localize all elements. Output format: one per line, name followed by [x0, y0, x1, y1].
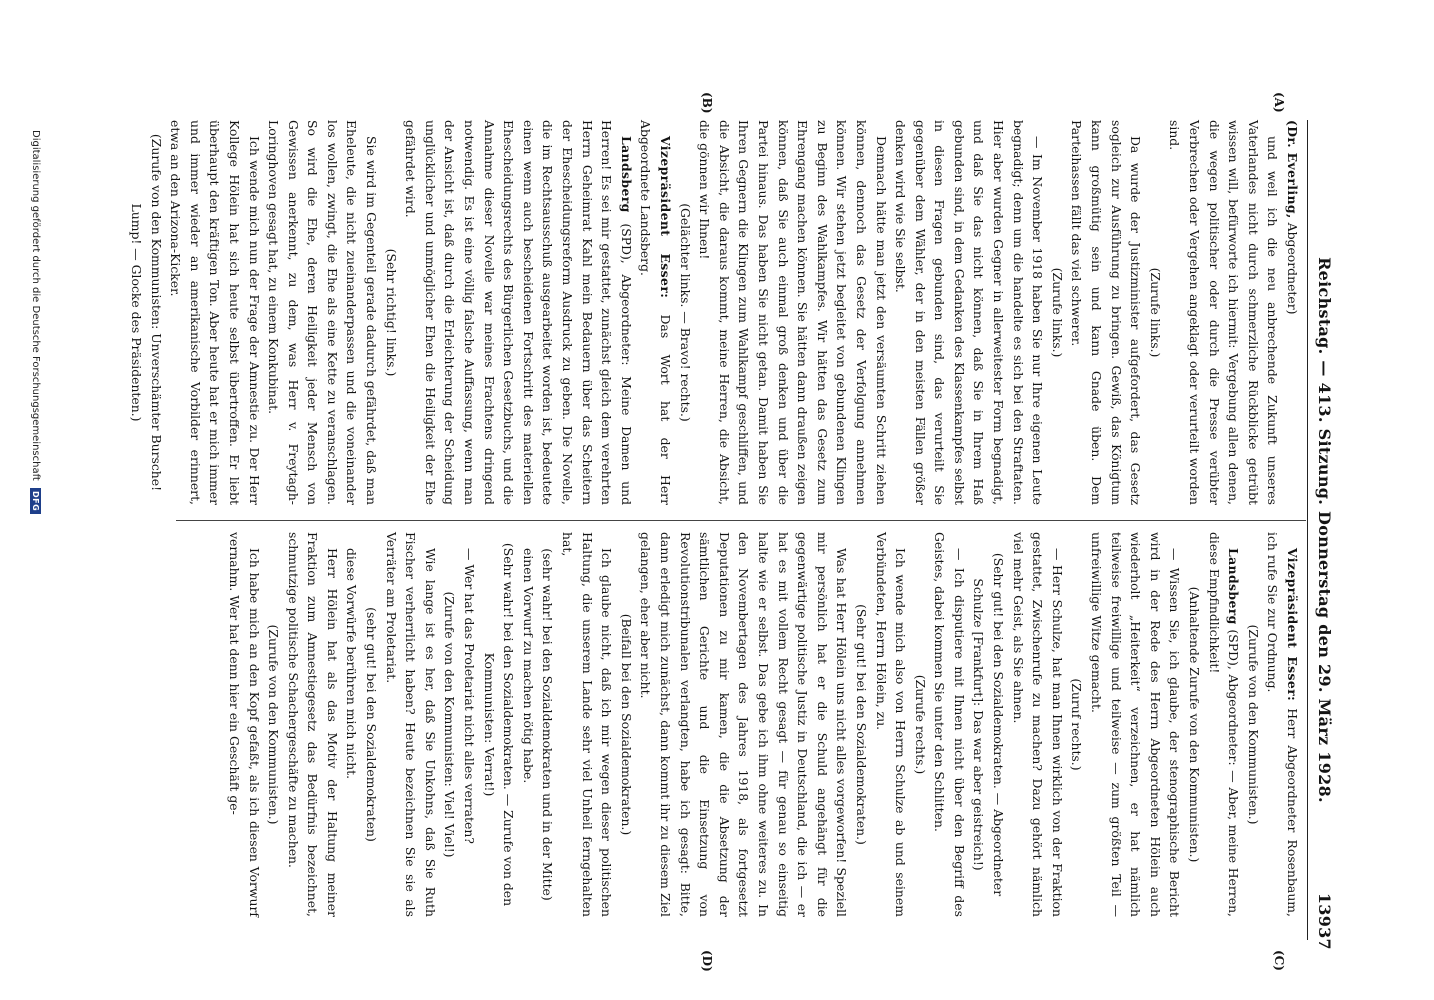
right_column-paragraph [557, 532, 616, 917]
right_column-paragraph [362, 532, 382, 917]
speaker-name: Vizepräsident Esser: [1285, 548, 1300, 702]
page-header [1306, 120, 1334, 950]
paragraph-text: Herr Abgeordneter Rosenbaum, ich rufe Sie zur Ordnung. [1265, 532, 1300, 917]
right_column-paragraph [440, 532, 460, 917]
footer [30, 130, 41, 890]
paragraph-text: (Sehr wahr! bei den Sozialdemokraten. — Zurufe von den Kommunisten: Verrat!) [481, 542, 517, 907]
paragraph-text: (Sehr gut! bei den Sozialdemokraten. — Abgeordneter Schulze [Frankfurt]: Das war aber geistreich!) [971, 552, 1007, 897]
margin-marker-c: (C) [1272, 950, 1286, 971]
paragraph-text: (Zurufe von den Kommunisten: Viel! Viel!) [442, 591, 458, 858]
left_column-paragraph [695, 120, 891, 505]
paragraph-text: diese Vorwürfe berühren mich nicht. [344, 548, 360, 780]
left-column [126, 120, 1302, 505]
paragraph-text: Sie wird im Gegenteil gerade dadurch gefährdet, daß man Eheleute, die nicht zueinanderpassen und die voneinander los wollen, zwingt, die Ehe als eine Kette zu veranschlagen. So wird die Ehe, deren Heiligkeit jeder Mensch von Gewissen anerkennt, zu dem, was Herr v. Freytagh-Loringhoven gesagt hat, zu einem Konkubinat. [266, 120, 380, 505]
speaker-name: (Dr. Everling, [1285, 120, 1300, 219]
right_column-paragraph [283, 532, 342, 917]
left_column-paragraph [264, 120, 382, 505]
paragraph-text: — Herr Schulze, hat man Ihnen wirklich von der Fraktion gestattet, Zwischenrufe zu machen? Dazu gehört nämlich viel mehr Geist, als Sie ahnen. [1010, 532, 1065, 917]
paragraph-text: (Gelächter links. — Bravo! rechts.) [677, 203, 693, 422]
right_column-paragraph [616, 532, 636, 917]
margin-marker-a: (A) [1272, 92, 1286, 113]
paragraph-text: Das Wort hat der Herr Abgeordnete Landsberg. [638, 120, 673, 505]
right_column-paragraph [342, 532, 362, 917]
dfg-logo: DFG [30, 488, 41, 514]
paragraph-text: und weil ich die neu anbrechende Zukunft unseres Vaterlandes nicht durch schmerzliche Rückblicke getrübt wissen will, befürworte ich hiermit: Vergebung allen denen, die wegen politischer oder durch die Presse verübter Verbrechen oder Vergehen angeklagt oder verurteilt worden sind. [1167, 120, 1281, 505]
left_column-paragraph [381, 120, 401, 505]
right_column-paragraph [1243, 532, 1263, 917]
paragraph-text: (SPD), Abgeordneter: Meine Damen und Herren! Es sei mir gestattet, zunächst gleich dem verehrten Herrn Geheimrat Kahl mein Bedauern über das Scheitern der Ehescheidungsreform Ausdruck zu geben. Die Novelle, die im Rechtsausschuß ausgearbeitet worden ist, bedeutete einen wenn auch bescheidenen Fortschritt des materiellen Ehescheidungsrechts des Bürgerlichen Gesetzbuchs, und die Annahme dieser Novelle war meines Erachtens dringend notwendig. Es ist eine völlig falsche Auffassung, wenn man der Ansicht ist, daß durch die Erleichterung der Scheidung unglücklicher und unmöglicher Ehen die Heiligkeit der Ehe gefährdet wird. [403, 120, 634, 505]
page-number: 13937 [1315, 892, 1334, 950]
paragraph-text: (Zurufe links.) [1049, 267, 1065, 358]
right_column-paragraph [1008, 532, 1067, 917]
paragraph-text: Was hat Herr Hölein uns nicht alles vorgeworfen! Speziell mir persönlich hat er die Schuld angehängt für die gegenwärtige politische Justiz in Deutschland, die ich — er hat es mit vollem Recht gesagt — für genau so einseitig halte wie er selbst. Das gebe ich ihm ohne weiteres zu. In den Novembertagen des Jahres 1918, als fortgesetzt Deputationen zu mir kamen, die die Absetzung der sämtlichen Gerichte und die Einsetzung von Revolutionstribunalen verlangten, habe ich gesagt: Bitte, dann erledigt mich zunächst, dann kommt ihr zu diesem Ziel gelangen, eher aber nicht. [638, 532, 850, 917]
paragraph-text: Da wurde der Justizminister aufgefordert, das Gesetz sogleich zur Ausführung zu bringen. Gewiß, das Königtum kann großmütig sein und kann Gnade üben. Dem Parteihassen fällt das viel schwerer. [1069, 120, 1144, 505]
left_column-paragraph [1067, 120, 1145, 505]
speaker-name: Vizepräsident Esser: [658, 136, 673, 299]
right_column-paragraph [871, 532, 910, 917]
paragraph-text: einen Vorwurf zu machen nötig habe. [520, 548, 536, 784]
right_column-paragraph [381, 532, 440, 917]
paragraph-text: Ich habe mich an den Kopf gefaßt, als ich diesen Vorwurf vernahm. Wer hat denn hier ein Geschäft ge- [226, 532, 262, 917]
right_column-paragraph [930, 532, 969, 917]
left_column-paragraph [166, 120, 264, 505]
speaker-name: Landsberg [618, 136, 634, 213]
paragraph-text: Herr Hölein hat als das Motiv der Haltung meiner Fraktion zum Amnestiegesetz das Bedürfnis bezeichnet, schmutzige politische Schachergeschäfte zu machen. [285, 532, 340, 917]
right_column-paragraph [538, 532, 558, 917]
paragraph-text: (sehr gut! bei den Sozialdemokraten) [364, 607, 380, 842]
margin-marker-b: (B) [700, 92, 714, 114]
page-header-title: Reichstag. — 413. Sitzung. Donnerstag den 29. März 1928. [1315, 257, 1334, 803]
paragraph-text: (Zuruf rechts.) [1069, 678, 1085, 771]
left_column-paragraph [675, 120, 695, 505]
right_column-paragraph [969, 532, 1008, 917]
right_column-paragraph [1067, 532, 1087, 917]
paragraph-text: (Anhaltende Zurufe von den Kommunisten.) [1187, 586, 1203, 863]
left_column-paragraph [126, 120, 165, 505]
right_column-paragraph [1263, 532, 1302, 917]
header-rule [1307, 120, 1308, 940]
paragraph-text: (Sehr gut! bei den Sozialdemokraten.) [853, 604, 869, 845]
right_column-paragraph [636, 532, 852, 917]
right_column-paragraph [459, 532, 479, 917]
right_column-paragraph [1204, 532, 1243, 917]
left_column-paragraph [1047, 120, 1067, 505]
paragraph-text: Ich wende mich nun der Frage der Amnestie zu. Der Herr Kollege Hölein hat sich heute selbst übertroffen. Er liebt überhaupt den kräftigen Ton. Aber heute hat er mich immer und immer wieder an amerikanische Vorbilder erinnert, etwa an den Arizona-Kicker. [168, 120, 262, 505]
column-divider [176, 520, 1306, 521]
paragraph-text: Abgeordneter) [1285, 218, 1300, 315]
paragraph-text: (Zurufe von den Kommunisten: Unverschämter Bursche! Lump! — Glocke des Präsidenten.) [128, 133, 164, 492]
footer-credit: Digitalisierung gefördert durch die Deutsche Forschungsgemeinschaft [30, 130, 41, 481]
right_column-paragraph [851, 532, 871, 917]
right_column-paragraph [224, 532, 263, 917]
paragraph-text: Wie lange ist es her, daß Sie Unkohns, daß Sie Ruth Fischer verherrlicht haben? Heute bezeichnen Sie sie als Verräter am Proletariat. [383, 532, 438, 917]
left_column-paragraph [1145, 120, 1165, 505]
paragraph-text: (Zurufe von den Kommunisten.) [1245, 624, 1261, 825]
paragraph-text: — Im November 1918 haben Sie nur Ihre eigenen Leute begnadigt; denn um die handelte es sich bei den Straftaten. Hier aber wurden Gegner in allerweitester Form begnadigt, und daß Sie das nicht können, daß Sie in Ihrem Haß gebunden sind, in dem Gedanken des Klassenkampfes selbst in diesen Fragen gebunden sind, das verurteilt Sie gegenüber dem Wähler, der in den meisten Fällen größer denken wird wie Sie selbst. [893, 120, 1046, 505]
left_column-paragraph [401, 120, 636, 505]
right_column-paragraph [910, 532, 930, 917]
right_column-paragraph [1086, 532, 1184, 917]
left_column-paragraph [891, 120, 1048, 505]
paragraph-text: Demnach hätte man jetzt den versäumten Schritt ziehen können, dennoch das Gesetz der Verfolgung annehmen können. Wir stehen jetzt begleitet von gebundenen Klingen zu Beginn des Wahlkampfes. Wir hätten das Gesetz zum Ehrengang machen können. Sie hätten dann draußen zeigen können, daß Sie auch einmal groß denken und über die Partei hinaus. Das haben Sie nicht getan. Damit haben Sie Ihren Gegnern die Klingen zum Wahlkampf geschliffen, und die Absicht, die daraus kommt, meine Herren, die Absicht, die gönnen wir Ihnen! [697, 120, 889, 505]
paragraph-text: — Wissen Sie, ich glaube, der stenographische Bericht wird in der Rede des Herrn Abgeordneten Hölein auch wiederholt „Heiterkeit“ verzeichnen, er hat nämlich teilweise freiwillige und teilweise — zum größten Teil — unfreiwillige Witze gemacht. [1089, 532, 1183, 917]
left_column-paragraph [1282, 120, 1302, 505]
right_column-paragraph [264, 532, 284, 917]
right-column [224, 532, 1302, 917]
left_column-paragraph [1165, 120, 1283, 505]
left_column-paragraph [636, 120, 675, 505]
paragraph-text: (SPD), Abgeordneter: — Aber, meine Herren, diese Empfindlichkeit! [1206, 532, 1242, 917]
paragraph-text: (Zurufe links.) [1147, 267, 1163, 358]
margin-marker-d: (D) [700, 950, 714, 972]
paragraph-text: Ich wende mich also von Herrn Schulze ab und seinem Verbündeten, Herrn Hölein, zu. [873, 532, 909, 917]
paragraph-text: — Wer hat das Proletariat nicht alles verraten? [462, 548, 478, 844]
paragraph-text: — Ich disputiere mit Ihnen nicht über den Begriff des Geistes, dabei kommen Sie unter den Schlitten. [932, 532, 967, 917]
paragraph-text: (sehr wahr! bei den Sozialdemokraten und in der Mitte) [540, 548, 556, 901]
speaker-name: Landsberg [1226, 548, 1242, 625]
paragraph-text: (Zurufe von den Kommunisten.) [266, 624, 282, 825]
paragraph-text: (Beifall bei den Sozialdemokraten.) [618, 613, 634, 836]
paragraph-text: (Sehr richtig! links.) [383, 248, 399, 377]
paragraph-text: (Zurufe rechts.) [912, 674, 928, 775]
right_column-paragraph [479, 532, 518, 917]
paragraph-text: Ich glaube nicht, daß ich mir wegen dieser politischen Haltung, die unserem Lande sehr viel Unheil ferngehalten hat, [560, 532, 615, 917]
right_column-paragraph [518, 532, 538, 917]
right_column-paragraph [1184, 532, 1204, 917]
